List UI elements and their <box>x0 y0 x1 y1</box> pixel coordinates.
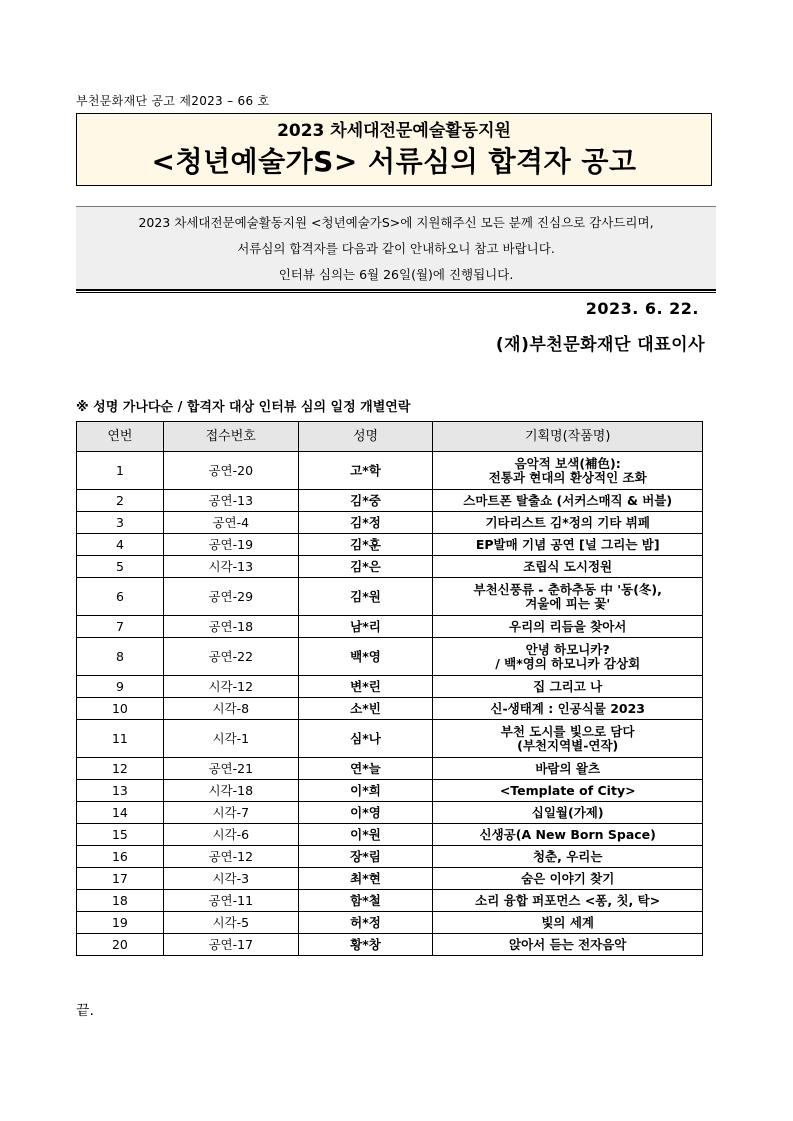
cell-no: 11 <box>77 720 164 758</box>
table-row <box>77 846 703 868</box>
cell-receipt: 공연-29 <box>163 578 298 616</box>
table-row <box>77 890 703 912</box>
work-title-line: / 백*영의 하모니카 감상회 <box>495 655 641 671</box>
cell-name: 소*빈 <box>298 698 433 720</box>
table-row <box>77 824 703 846</box>
cell-work <box>433 676 703 698</box>
cell-work <box>433 512 703 534</box>
cell-work <box>433 578 703 616</box>
intro-line3: 인터뷰 심의는 6월 26일(월)에 진행됩니다. <box>278 267 514 282</box>
cell-name: 김*원 <box>298 578 433 616</box>
cell-work <box>433 616 703 638</box>
cell-work <box>433 638 703 676</box>
cell-work <box>433 534 703 556</box>
cell-no: 10 <box>77 698 164 720</box>
work-title-line: (부천지역별-연작) <box>517 737 619 753</box>
announcement-date: 2023. 6. 22. <box>585 299 699 318</box>
work-title-line: 전통과 현대의 환상적인 조화 <box>488 469 647 485</box>
cell-no: 17 <box>77 868 164 890</box>
cell-name: 고*학 <box>298 452 433 490</box>
table-row <box>77 868 703 890</box>
cell-receipt: 시각-7 <box>163 802 298 824</box>
cell-receipt: 공연-21 <box>163 758 298 780</box>
work-title-line: EP발매 기념 공연 [널 그리는 밤] <box>475 536 660 552</box>
work-title-line: 빛의 세계 <box>541 914 595 930</box>
cell-work <box>433 698 703 720</box>
table-row <box>77 758 703 780</box>
cell-receipt: 공연-4 <box>163 512 298 534</box>
cell-name: 이*원 <box>298 824 433 846</box>
cell-name: 김*중 <box>298 490 433 512</box>
cell-name: 연*늘 <box>298 758 433 780</box>
table-row <box>77 578 703 616</box>
header-receipt: 접수번호 <box>163 422 298 452</box>
table-row <box>77 638 703 676</box>
cell-receipt: 공연-11 <box>163 890 298 912</box>
table-row <box>77 676 703 698</box>
cell-receipt: 공연-17 <box>163 934 298 956</box>
table-row <box>77 934 703 956</box>
work-title-line: 기타리스트 김*정의 기타 뷔페 <box>485 514 650 530</box>
table-row <box>77 534 703 556</box>
work-title-line: 소리 융합 퍼포먼스 <퐁, 칫, 탁> <box>475 892 661 908</box>
intro-line2: 서류심의 합격자를 다음과 같이 안내하오니 참고 바랍니다. <box>237 241 555 256</box>
header-work: 기획명(작품명) <box>433 422 703 452</box>
cell-no: 8 <box>77 638 164 676</box>
cell-work <box>433 890 703 912</box>
work-title-line: 바람의 왈츠 <box>535 760 601 776</box>
table-row <box>77 698 703 720</box>
note-text: ※ 성명 가나다순 / 합격자 대상 인터뷰 심의 일정 개별연락 <box>76 400 411 415</box>
page-title: <청년예술가S> 서류심의 합격자 공고 <box>151 145 637 178</box>
header-no: 연번 <box>77 422 164 452</box>
cell-work <box>433 846 703 868</box>
cell-name: 남*리 <box>298 616 433 638</box>
cell-no: 18 <box>77 890 164 912</box>
table-header-row <box>77 422 703 452</box>
cell-no: 14 <box>77 802 164 824</box>
cell-work <box>433 556 703 578</box>
table-row <box>77 802 703 824</box>
cell-work <box>433 452 703 490</box>
table-row <box>77 512 703 534</box>
cell-no: 13 <box>77 780 164 802</box>
table-row <box>77 452 703 490</box>
work-title-line: 집 그리고 나 <box>533 678 603 694</box>
cell-receipt: 시각-18 <box>163 780 298 802</box>
cell-work <box>433 490 703 512</box>
cell-name: 김*훈 <box>298 534 433 556</box>
cell-work <box>433 824 703 846</box>
cell-work <box>433 912 703 934</box>
cell-name: 백*영 <box>298 638 433 676</box>
cell-receipt: 공연-22 <box>163 638 298 676</box>
cell-receipt: 시각-6 <box>163 824 298 846</box>
work-title-line: 앉아서 듣는 전자음악 <box>509 936 627 952</box>
cell-receipt: 공연-13 <box>163 490 298 512</box>
cell-no: 3 <box>77 512 164 534</box>
work-title-line: 스마트폰 탈출쇼 (서커스매직 & 버블) <box>463 492 673 508</box>
cell-name: 심*나 <box>298 720 433 758</box>
cell-no: 16 <box>77 846 164 868</box>
cell-no: 20 <box>77 934 164 956</box>
cell-receipt: 공연-19 <box>163 534 298 556</box>
cell-no: 1 <box>77 452 164 490</box>
table-row <box>77 780 703 802</box>
work-title-line: 조립식 도시정원 <box>523 558 613 574</box>
cell-name: 김*은 <box>298 556 433 578</box>
cell-receipt: 시각-8 <box>163 698 298 720</box>
cell-no: 6 <box>77 578 164 616</box>
divider <box>76 292 716 293</box>
cell-receipt: 시각-12 <box>163 676 298 698</box>
cell-receipt: 공연-20 <box>163 452 298 490</box>
table-row <box>77 912 703 934</box>
work-title-line: 신-생태계 : 인공식물 2023 <box>490 700 646 716</box>
cell-work <box>433 780 703 802</box>
cell-work <box>433 720 703 758</box>
cell-no: 15 <box>77 824 164 846</box>
cell-name: 이*영 <box>298 802 433 824</box>
cell-name: 변*린 <box>298 676 433 698</box>
work-title-line: 십일월(가제) <box>531 804 604 820</box>
cell-receipt: 공연-18 <box>163 616 298 638</box>
table-row <box>77 616 703 638</box>
cell-no: 19 <box>77 912 164 934</box>
intro-box <box>76 206 716 289</box>
work-title-line: <Template of City> <box>499 782 636 798</box>
cell-name: 최*현 <box>298 868 433 890</box>
work-title-line: 숨은 이야기 찾기 <box>521 870 615 886</box>
cell-name: 장*림 <box>298 846 433 868</box>
cell-receipt: 시각-3 <box>163 868 298 890</box>
work-title-line: 신생공(A New Born Space) <box>479 826 656 842</box>
cell-receipt: 시각-5 <box>163 912 298 934</box>
cell-no: 4 <box>77 534 164 556</box>
cell-work <box>433 802 703 824</box>
end-mark: 끝. <box>76 1003 94 1019</box>
cell-name: 김*정 <box>298 512 433 534</box>
work-title-line: 안녕 하모니카? <box>525 641 610 657</box>
header-name: 성명 <box>298 422 433 452</box>
notice-number: 부천문화재단 공고 제2023 – 66 호 <box>76 94 270 108</box>
work-title-line: 부천신풍류 - 춘하추동 中 '동(冬), <box>473 581 662 597</box>
cell-receipt: 공연-12 <box>163 846 298 868</box>
table-row <box>77 720 703 758</box>
divider <box>76 289 716 291</box>
cell-name: 함*철 <box>298 890 433 912</box>
table-body <box>77 452 703 956</box>
work-title-line: 청춘, 우리는 <box>532 848 603 864</box>
cell-receipt: 시각-13 <box>163 556 298 578</box>
work-title-line: 우리의 리듬을 찾아서 <box>509 618 627 634</box>
cell-work <box>433 934 703 956</box>
work-title-line: 부천 도시를 빛으로 담다 <box>500 723 635 739</box>
cell-name: 이*희 <box>298 780 433 802</box>
cell-no: 7 <box>77 616 164 638</box>
intro-line1: 2023 차세대전문예술활동지원 <청년예술가S>에 지원해주신 모든 분께 진심으로 감사드리며, <box>138 215 654 230</box>
organization-signature: (재)부천문화재단 대표이사 <box>495 335 705 355</box>
work-title-line: 겨울에 피는 꽃' <box>525 595 611 611</box>
cell-receipt: 시각-1 <box>163 720 298 758</box>
cell-work <box>433 758 703 780</box>
cell-no: 2 <box>77 490 164 512</box>
cell-no: 5 <box>77 556 164 578</box>
cell-no: 12 <box>77 758 164 780</box>
title-line1: 2023 차세대전문예술활동지원 <box>277 121 511 141</box>
cell-work <box>433 868 703 890</box>
cell-no: 9 <box>77 676 164 698</box>
results-table <box>76 421 703 956</box>
cell-name: 허*정 <box>298 912 433 934</box>
table-row <box>77 490 703 512</box>
cell-name: 황*창 <box>298 934 433 956</box>
title-box <box>76 113 712 186</box>
work-title-line: 음악적 보색(補色): <box>514 455 621 471</box>
table-row <box>77 556 703 578</box>
